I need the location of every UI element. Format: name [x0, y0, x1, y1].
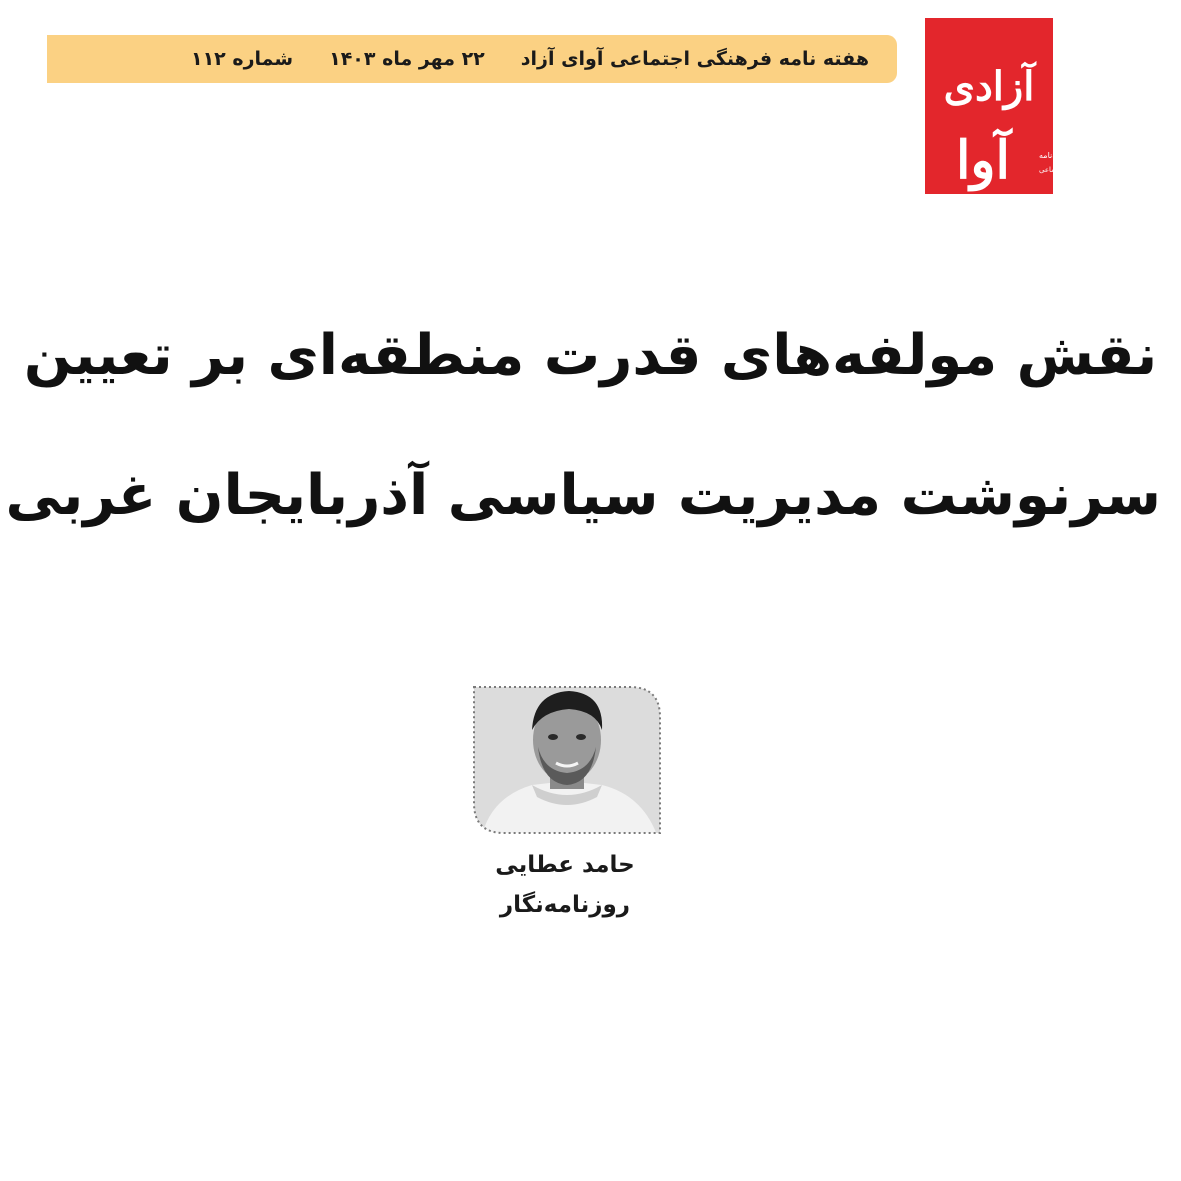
logo-text-top: آزادی: [943, 63, 1035, 110]
logo-mark: [925, 18, 1089, 194]
logo-subtitle-2: فرهنگی اجتماعی: [1039, 166, 1089, 174]
logo-text-bottom: آوا: [955, 130, 1011, 191]
publication-logo: [925, 18, 1089, 194]
headline-line-1: نقش مولفه‌های قدرت منطقه‌ای بر تعیین: [23, 323, 1158, 388]
publication-name: هفته نامه فرهنگی اجتماعی آوای آزاد: [520, 48, 869, 70]
headline-line-2: سرنوشت مدیریت سیاسی آذربایجان غربی: [5, 463, 1161, 528]
author-photo: [472, 685, 662, 835]
issue-number: شماره ۱۱۲: [190, 48, 294, 70]
header-bar: [47, 35, 897, 83]
author-portrait-image: [472, 685, 662, 835]
author-name: حامد عطایی: [495, 852, 635, 878]
author-role: روزنامه‌نگار: [499, 892, 631, 918]
article-headline: [5, 318, 1161, 534]
author-caption: [420, 845, 710, 925]
logo-subtitle-1: هفته‌نامه: [1039, 151, 1068, 160]
issue-date: ۲۲ مهر ماه ۱۴۰۳: [329, 48, 485, 70]
